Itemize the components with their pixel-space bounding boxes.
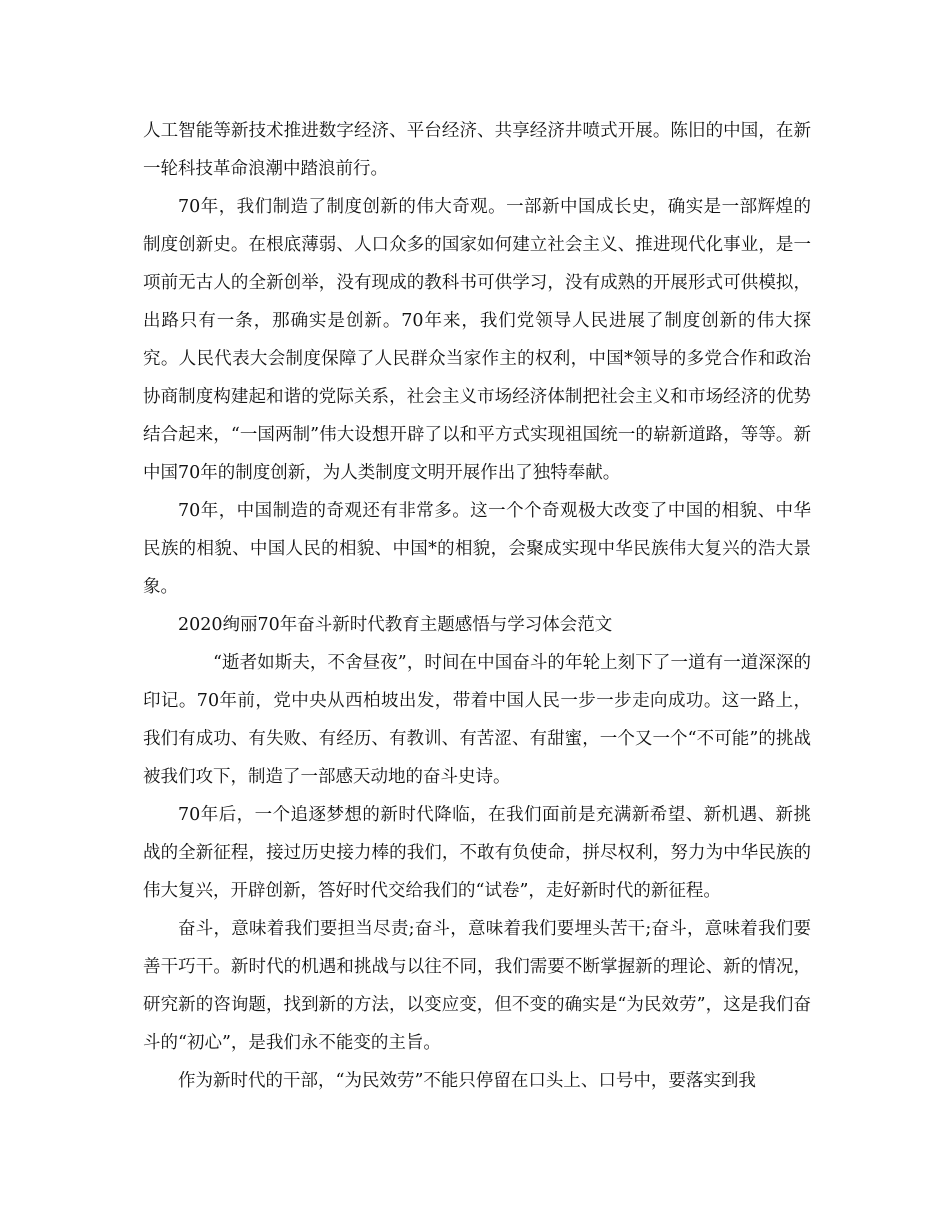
paragraph-6: 奋斗，意味着我们要担当尽责;奋斗，意味着我们要埋头苦干;奋斗，意味着我们要善干巧干。新时代的机遇和挑战与以往不同，我们需要不断掌握新的理论、新的情况，研究新的咨询题，找到新的方法，以变应变，但不变的确实是“为民效劳”，这是我们奋斗的“初心”，是我们永不能变的主旨。 [143,919,811,1053]
essay-title: 2020绚丽70年奋斗新时代教育主题感悟与学习体会范文 [178,615,613,635]
paragraph-7: 作为新时代的干部，“为民效劳”不能只停留在口头上、口号中，要落实到我 [178,1071,756,1091]
paragraph-4: “逝者如斯夫，不舍昼夜”，时间在中国奋斗的年轮上刻下了一道有一道深深的印记。70年前，党中央从西柏坡出发，带着中国人民一步一步走向成功。这一路上，我们有成功、有失败、有经历、有教训、有苦涩、有甜蜜，一个又一个“不可能”的挑战被我们攻下，制造了一部感天动地的奋斗史诗。 [143,653,811,787]
paragraph-1: 人工智能等新技术推进数字经济、平台经济、共享经济井喷式开展。陈旧的中国，在新一轮科技革命浪潮中踏浪前行。 [143,121,811,179]
paragraph-2: 70年，我们制造了制度创新的伟大奇观。一部新中国成长史，确实是一部辉煌的制度创新史。在根底薄弱、人口众多的国家如何建立社会主义、推进现代化事业，是一项前无古人的全新创举，没有现成的教科书可供学习，没有成熟的开展形式可供模拟，出路只有一条，那确实是创新。70年来，我们党领导人民进展了制度创新的伟大探究。人民代表大会制度保障了人民群众当家作主的权利，中国*领导的多党合作和政治协商制度构建起和谐的党际关系，社会主义市场经济体制把社会主义和市场经济的优势结合起来，“一国两制”伟大设想开辟了以和平方式实现祖国统一的崭新道路，等等。新中国70年的制度创新，为人类制度文明开展作出了独特奉献。 [143,197,811,483]
paragraph-5: 70年后，一个追逐梦想的新时代降临，在我们面前是充满新希望、新机遇、新挑战的全新征程，接过历史接力棒的我们，不敢有负使命，拼尽权利，努力为中华民族的伟大复兴，开辟创新，答好时代交给我们的“试卷”，走好新时代的新征程。 [143,805,811,901]
document-body [143,112,811,1100]
paragraph-3: 70年，中国制造的奇观还有非常多。这一个个奇观极大改变了中国的相貌、中华民族的相貌、中国人民的相貌、中国*的相貌，会聚成实现中华民族伟大复兴的浩大景象。 [143,501,811,597]
